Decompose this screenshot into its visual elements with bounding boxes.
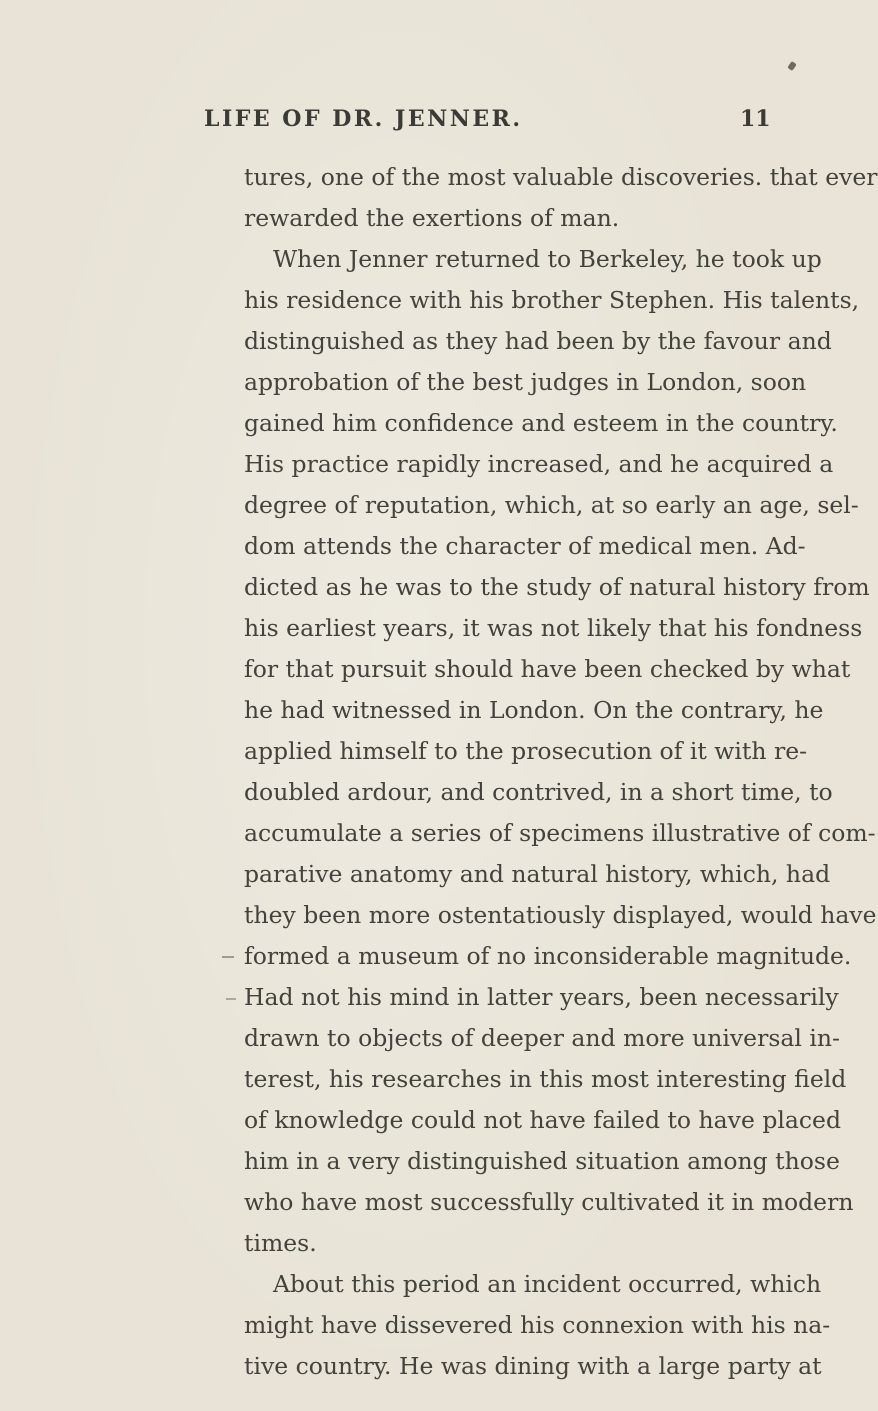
text-line: distinguished as they had been by the favour and <box>244 327 832 355</box>
text-line: degree of reputation, which, at so early an age, sel- <box>244 491 859 519</box>
margin-blemish <box>222 956 234 958</box>
text-line: for that pursuit should have been checked by what <box>244 655 851 683</box>
text-line: formed a museum of no inconsiderable magnitude. <box>244 942 852 970</box>
running-title: LIFE OF DR. JENNER. <box>204 106 523 132</box>
text-line: dom attends the character of medical men. Ad- <box>244 532 806 560</box>
text-line: might have dissevered his connexion with his na- <box>244 1311 831 1339</box>
text-line: Had not his mind in latter years, been necessarily <box>244 983 839 1011</box>
text-line: doubled ardour, and contrived, in a short time, to <box>244 778 833 806</box>
text-line: dicted as he was to the study of natural history from <box>244 573 870 601</box>
text-line: When Jenner returned to Berkeley, he took up <box>273 245 822 273</box>
text-line: approbation of the best judges in London, soon <box>244 368 807 396</box>
text-line: he had witnessed in London. On the contrary, he <box>244 696 824 724</box>
text-line: drawn to objects of deeper and more universal in- <box>244 1024 840 1052</box>
text-line: rewarded the exertions of man. <box>244 204 620 232</box>
text-line: parative anatomy and natural history, which, had <box>244 860 831 888</box>
text-line: His practice rapidly increased, and he acquired a <box>244 450 834 478</box>
text-line: tures, one of the most valuable discoveries. that ever <box>244 163 878 191</box>
text-line: him in a very distinguished situation among those <box>244 1147 840 1175</box>
text-line: gained him confidence and esteem in the country. <box>244 409 838 437</box>
text-line: accumulate a series of specimens illustrative of com- <box>244 819 876 847</box>
text-line: applied himself to the prosecution of it with re- <box>244 737 808 765</box>
page-number: 11 <box>740 106 771 132</box>
text-line: his earliest years, it was not likely that his fondness <box>244 614 863 642</box>
text-line: About this period an incident occurred, which <box>273 1270 822 1298</box>
margin-blemish <box>226 998 236 1000</box>
text-line: who have most successfully cultivated it in modern <box>244 1188 854 1216</box>
text-line: of knowledge could not have failed to have placed <box>244 1106 842 1134</box>
text-line: tive country. He was dining with a large party at <box>244 1352 822 1380</box>
text-line: terest, his researches in this most interesting field <box>244 1065 847 1093</box>
text-line: they been more ostentatiously displayed, would have <box>244 901 877 929</box>
text-line: his residence with his brother Stephen. His talents, <box>244 286 860 314</box>
text-line: times. <box>244 1229 317 1257</box>
